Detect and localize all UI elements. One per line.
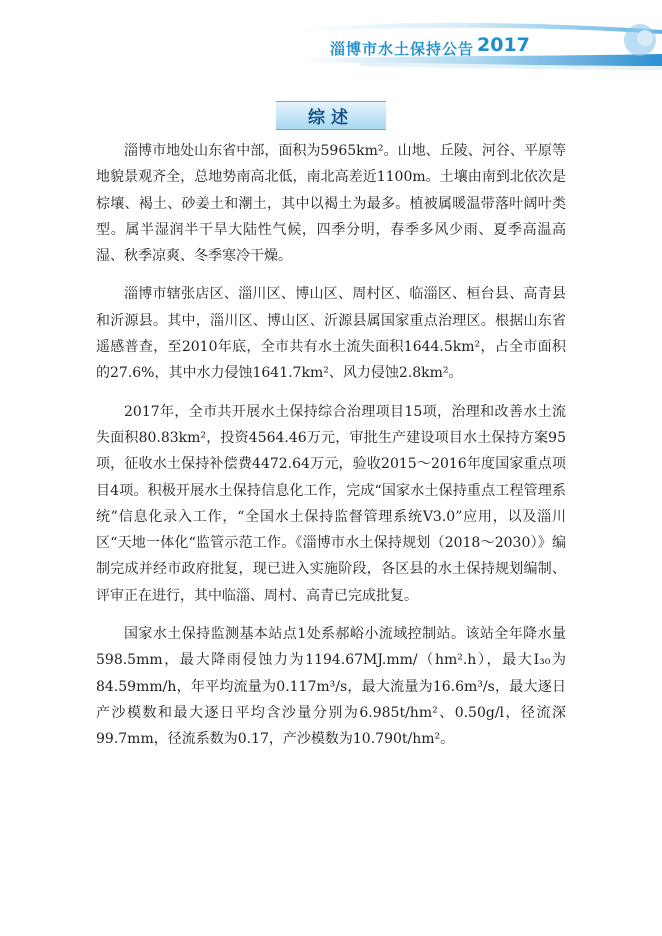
page-header <box>0 0 662 72</box>
paragraph-2017-work: 2017年，全市共开展水土保持综合治理项目15项，治理和改善水土流失面积80.83km²，投资4564.46万元，审批生产建设项目水土保持方案95项，征收水土保持补偿费4472.64万元，验收2015～2016年度国家重点项目4项。积极开展水土保持信息化工作，完成“国家水土保持重点工程管理系统”信息化录入工作，“全国水土保持监督管理系统V3.0”应用，以及淄川区“天地一体化“监管示范工作。《淄博市水土保持规划（2018～2030）》编制完成并经市政府批复，现已进入实施阶段，各区县的水土保持规划编制、评审正在进行，其中临淄、周村、高青已完成批复。 <box>96 403 566 604</box>
body-text <box>96 138 566 765</box>
header-wave-graphic <box>0 0 662 72</box>
header-year: 2017 <box>477 34 530 56</box>
header-title: 淄博市水土保持公告 <box>330 40 475 58</box>
paragraph-districts: 淄博市辖张店区、淄川区、博山区、周村区、临淄区、桓台县、高青县和沂源县。其中，淄川区、博山区、沂源县属国家重点治理区。根据山东省遥感普查，至2010年底，全市共有水土流失面积1644.5km²，占全市面积的27.6%，其中水力侵蚀1641.7km²、风力侵蚀2.8km²。 <box>96 286 566 382</box>
section-heading-text: 综述 <box>308 108 354 128</box>
paragraph-overview: 淄博市地处山东省中部，面积为5965km²。山地、丘陵、河谷、平原等地貌景观齐全，总地势南高北低，南北高差近1100m。土壤由南到北依次是棕壤、褐土、砂姜土和潮土，其中以褐土为最多。植被属暖温带落叶阔叶类型。属半湿润半干旱大陆性气候，四季分明，春季多风少雨、夏季高温高湿、秋季凉爽、冬季寒冷干燥。 <box>96 143 566 265</box>
section-heading <box>276 101 386 128</box>
paragraph-monitoring-station: 国家水土保持监测基本站点1处系郝峪小流域控制站。该站全年降水量598.5mm，最大降雨侵蚀力为1194.67MJ.mm/（hm².h），最大I₃₀为84.59mm/h，年平均流量为0.117m³/s，最大流量为16.6m³/s，最大逐日产沙模数和最大逐日平均含沙量分别为6.985t/hm²、0.50g/l，径流深99.7mm，径流系数为0.17，产沙模数为10.790t/hm²。 <box>96 626 566 748</box>
